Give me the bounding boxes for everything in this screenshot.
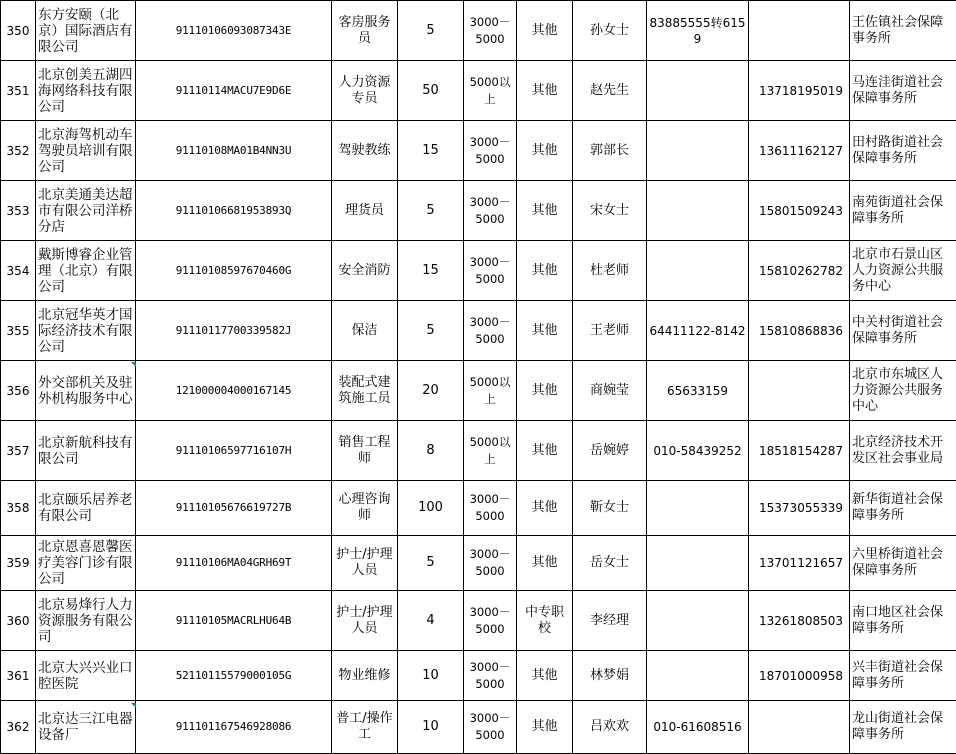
cell-company[interactable]: 外交部机关及驻外机构服务中心: [36, 361, 136, 421]
cell-code[interactable]: 91110116754692808​6: [136, 701, 332, 754]
cell-education[interactable]: 其他: [517, 651, 573, 701]
cell-salary[interactable]: 3000－5000: [464, 121, 517, 181]
cell-education[interactable]: 其他: [517, 421, 573, 481]
cell-mobile[interactable]: 15801509243: [749, 181, 850, 241]
cell-mobile[interactable]: 18701000958: [749, 651, 850, 701]
cell-mobile[interactable]: [749, 361, 850, 421]
cell-mobile[interactable]: [749, 1, 850, 61]
cell-mobile[interactable]: 13701121657: [749, 536, 850, 591]
cell-education[interactable]: 其他: [517, 181, 573, 241]
cell-position[interactable]: 心理咨询师: [332, 481, 398, 536]
cell-company[interactable]: 东方安颐（北京）国际酒店有限公司: [36, 1, 136, 61]
cell-code[interactable]: 91110114MACU7E9D6E: [136, 61, 332, 121]
cell-phone[interactable]: [647, 121, 749, 181]
table-row: [1, 421, 956, 481]
cell-salary[interactable]: 3000－5000: [464, 1, 517, 61]
cell-company[interactable]: 戴斯博睿企业管理（北京）有限公司: [36, 241, 136, 301]
cell-contact[interactable]: 靳女士: [573, 481, 647, 536]
table-row: [1, 651, 956, 701]
cell-count[interactable]: 5: [398, 301, 464, 361]
table-row: [1, 181, 956, 241]
cell-no[interactable]: 360: [1, 591, 36, 651]
cell-contact[interactable]: 林梦娟: [573, 651, 647, 701]
cell-office[interactable]: 北京市东城区人力资源公共服务中心: [850, 361, 956, 421]
cell-phone[interactable]: 65633159: [647, 361, 749, 421]
cell-count[interactable]: 50: [398, 61, 464, 121]
cell-count[interactable]: 4: [398, 591, 464, 651]
cell-salary[interactable]: 5000以上: [464, 361, 517, 421]
cell-phone[interactable]: [647, 241, 749, 301]
cell-code[interactable]: 52110115579000105G: [136, 651, 332, 701]
cell-office[interactable]: 南口地区社会保障事务所: [850, 591, 956, 651]
cell-position[interactable]: 装配式建筑施工员: [332, 361, 398, 421]
cell-position[interactable]: 普工/操作工: [332, 701, 398, 754]
table-row: [1, 1, 956, 61]
cell-code[interactable]: 91110106681953893Q: [136, 181, 332, 241]
cell-code[interactable]: 91110106093087343E: [136, 1, 332, 61]
cell-code[interactable]: 91110108MA01B4NN3U: [136, 121, 332, 181]
cell-no[interactable]: 359: [1, 536, 36, 591]
cell-count[interactable]: 20: [398, 361, 464, 421]
table-row: [1, 241, 956, 301]
cell-position[interactable]: 保洁: [332, 301, 398, 361]
cell-salary[interactable]: 3000－5000: [464, 651, 517, 701]
table-row: [1, 121, 956, 181]
cell-code[interactable]: 91110105MACRLHU64B: [136, 591, 332, 651]
cell-contact[interactable]: 李经理: [573, 591, 647, 651]
cell-position[interactable]: 客房服务员: [332, 1, 398, 61]
cell-code[interactable]: 121000004000167145: [136, 361, 332, 421]
cell-company[interactable]: 北京大兴兴业口腔医院: [36, 651, 136, 701]
cell-count[interactable]: 5: [398, 181, 464, 241]
cell-company[interactable]: 北京易烽行人力资源服务有限公司: [36, 591, 136, 651]
cell-count[interactable]: 8: [398, 421, 464, 481]
cell-code[interactable]: 91110106MA04GRH69T: [136, 536, 332, 591]
cell-salary[interactable]: 3000－5000: [464, 536, 517, 591]
cell-company[interactable]: 北京新航科技有限公司: [36, 421, 136, 481]
cell-mobile[interactable]: 18518154287: [749, 421, 850, 481]
cell-office[interactable]: 兴丰街道社会保障事务所: [850, 651, 956, 701]
cell-position[interactable]: 人力资源专员: [332, 61, 398, 121]
table-row: [1, 536, 956, 591]
cell-contact[interactable]: 吕欢欢: [573, 701, 647, 754]
cell-education[interactable]: 中专职校: [517, 591, 573, 651]
cell-phone[interactable]: [647, 61, 749, 121]
cell-salary[interactable]: 5000以上: [464, 61, 517, 121]
cell-position[interactable]: 驾驶教练: [332, 121, 398, 181]
cell-mobile[interactable]: 15810868836: [749, 301, 850, 361]
cell-company[interactable]: 北京达三江电器设备厂: [36, 701, 136, 754]
cell-contact[interactable]: 赵先生: [573, 61, 647, 121]
cell-salary[interactable]: 3000－5000: [464, 241, 517, 301]
cell-count[interactable]: 15: [398, 121, 464, 181]
cell-phone[interactable]: 010-58439252: [647, 421, 749, 481]
cell-position[interactable]: 理货员: [332, 181, 398, 241]
cell-no[interactable]: 353: [1, 181, 36, 241]
cell-phone[interactable]: [647, 536, 749, 591]
cell-office[interactable]: 北京经济技术开发区社会事业局: [850, 421, 956, 481]
cell-office[interactable]: 六里桥街道社会保障事务所: [850, 536, 956, 591]
cell-position[interactable]: 安全消防: [332, 241, 398, 301]
cell-count[interactable]: 10: [398, 701, 464, 754]
cell-office[interactable]: 王佐镇社会保障事务所: [850, 1, 956, 61]
table-row: [1, 591, 956, 651]
cell-office[interactable]: 中关村街道社会保障事务所: [850, 301, 956, 361]
cell-code[interactable]: 91110105676619727B: [136, 481, 332, 536]
cell-no[interactable]: 358: [1, 481, 36, 536]
cell-company[interactable]: 北京海驾机动车驾驶员培训有限公司: [36, 121, 136, 181]
cell-education[interactable]: 其他: [517, 61, 573, 121]
cell-count[interactable]: 10: [398, 651, 464, 701]
table-row: [1, 361, 956, 421]
cell-phone[interactable]: [647, 481, 749, 536]
table-row: [1, 481, 956, 536]
cell-count[interactable]: 5: [398, 1, 464, 61]
cell-education[interactable]: 其他: [517, 536, 573, 591]
cell-phone[interactable]: [647, 651, 749, 701]
cell-no[interactable]: 356: [1, 361, 36, 421]
cell-salary[interactable]: 3000－5000: [464, 481, 517, 536]
cell-salary[interactable]: 3000－5000: [464, 701, 517, 754]
cell-code[interactable]: 91110106597716107H: [136, 421, 332, 481]
cell-contact[interactable]: 商婉莹: [573, 361, 647, 421]
cell-salary[interactable]: 3000－5000: [464, 181, 517, 241]
cell-company[interactable]: 北京创美五湖四海网络科技有限公司: [36, 61, 136, 121]
cell-company[interactable]: 北京恩喜恩馨医疗美容门诊有限公司: [36, 536, 136, 591]
cell-education[interactable]: 其他: [517, 301, 573, 361]
cell-position[interactable]: 护士/护理人员: [332, 591, 398, 651]
cell-contact[interactable]: 孙女士: [573, 1, 647, 61]
table-row: [1, 61, 956, 121]
cell-mobile[interactable]: 13718195019: [749, 61, 850, 121]
cell-office[interactable]: 北京市石景山区人力资源公共服务中心: [850, 241, 956, 301]
cell-education[interactable]: 其他: [517, 1, 573, 61]
cell-education[interactable]: 其他: [517, 481, 573, 536]
cell-education[interactable]: 其他: [517, 701, 573, 754]
comment-marker-icon: [131, 703, 136, 708]
cell-office[interactable]: 南苑街道社会保障事务所: [850, 181, 956, 241]
cell-phone[interactable]: 83885555转6159: [647, 1, 749, 61]
cell-mobile[interactable]: 15810262782: [749, 241, 850, 301]
cell-no[interactable]: 352: [1, 121, 36, 181]
cell-no[interactable]: 361: [1, 651, 36, 701]
cell-no[interactable]: 354: [1, 241, 36, 301]
cell-company[interactable]: 北京颐乐居养老有限公司: [36, 481, 136, 536]
cell-code[interactable]: 91110117700339582J: [136, 301, 332, 361]
cell-contact[interactable]: 郭部长: [573, 121, 647, 181]
cell-office[interactable]: 田村路街道社会保障事务所: [850, 121, 956, 181]
cell-mobile[interactable]: 13611162127: [749, 121, 850, 181]
cell-phone[interactable]: [647, 591, 749, 651]
cell-no[interactable]: 362: [1, 701, 36, 754]
table-row: [1, 301, 956, 361]
cell-education[interactable]: 其他: [517, 121, 573, 181]
cell-salary[interactable]: 3000－5000: [464, 591, 517, 651]
cell-count[interactable]: 100: [398, 481, 464, 536]
cell-salary[interactable]: 3000－5000: [464, 301, 517, 361]
cell-position[interactable]: 销售工程师: [332, 421, 398, 481]
cell-phone[interactable]: 64411122-8142: [647, 301, 749, 361]
cell-education[interactable]: 其他: [517, 361, 573, 421]
cell-no[interactable]: 355: [1, 301, 36, 361]
cell-phone[interactable]: [647, 181, 749, 241]
cell-education[interactable]: 其他: [517, 241, 573, 301]
cell-mobile[interactable]: 15373055339: [749, 481, 850, 536]
cell-position[interactable]: 物业维修: [332, 651, 398, 701]
cell-count[interactable]: 5: [398, 536, 464, 591]
cell-office[interactable]: 马连洼街道社会保障事务所: [850, 61, 956, 121]
comment-marker-icon: [131, 362, 136, 367]
cell-position[interactable]: 护士/护理人员: [332, 536, 398, 591]
cell-no[interactable]: 351: [1, 61, 36, 121]
cell-phone[interactable]: 010-61608516: [647, 701, 749, 754]
cell-salary[interactable]: 5000以上: [464, 421, 517, 481]
cell-company[interactable]: 北京冠华英才国际经济技术有限公司: [36, 301, 136, 361]
cell-code[interactable]: 91110108597670460G: [136, 241, 332, 301]
cell-contact[interactable]: 宋女士: [573, 181, 647, 241]
cell-contact[interactable]: 杜老师: [573, 241, 647, 301]
cell-contact[interactable]: 岳婉婷: [573, 421, 647, 481]
cell-count[interactable]: 15: [398, 241, 464, 301]
cell-no[interactable]: 350: [1, 1, 36, 61]
cell-contact[interactable]: 岳女士: [573, 536, 647, 591]
table-row: [1, 701, 956, 754]
cell-contact[interactable]: 王老师: [573, 301, 647, 361]
cell-no[interactable]: 357: [1, 421, 36, 481]
cell-office[interactable]: 新华街道社会保障事务所: [850, 481, 956, 536]
cell-mobile[interactable]: 13261808503: [749, 591, 850, 651]
cell-office[interactable]: 龙山街道社会保障事务所: [850, 701, 956, 754]
cell-company[interactable]: 北京美通美达超市有限公司洋桥分店: [36, 181, 136, 241]
cell-mobile[interactable]: [749, 701, 850, 754]
